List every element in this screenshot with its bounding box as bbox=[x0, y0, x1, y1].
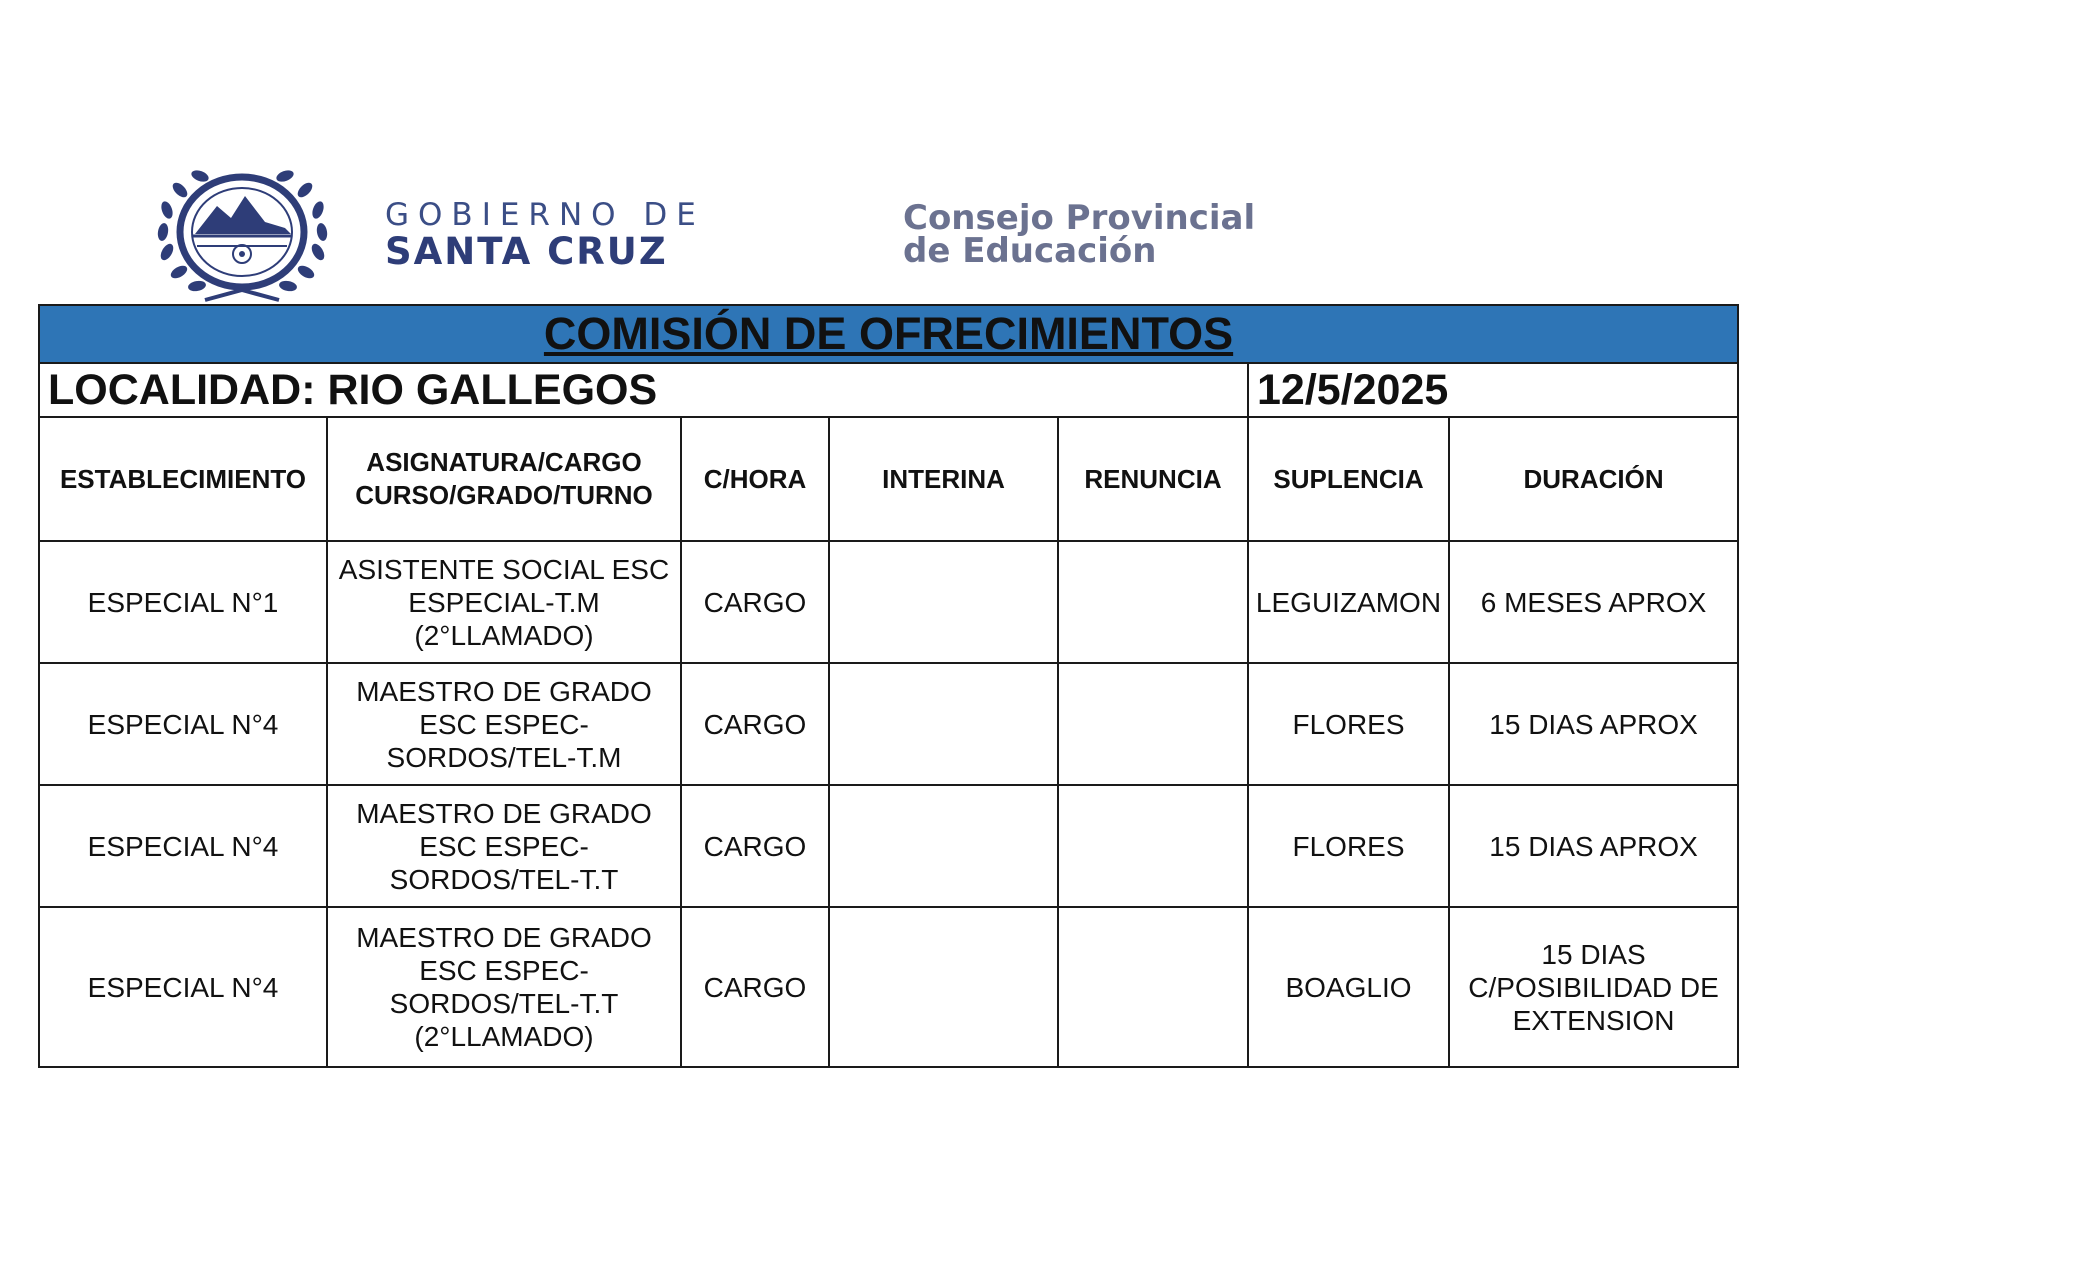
offer-date: 12/5/2025 bbox=[1248, 363, 1738, 417]
cell-interina bbox=[829, 907, 1058, 1067]
council-line2: de Educación bbox=[903, 231, 1157, 271]
col-header-renuncia: RENUNCIA bbox=[1058, 417, 1248, 541]
table-title: COMISIÓN DE OFRECIMIENTOS bbox=[39, 305, 1738, 363]
col-header-suplencia: SUPLENCIA bbox=[1248, 417, 1449, 541]
cell-duracion: 15 DIAS APROX bbox=[1449, 785, 1738, 907]
cell-establecimiento: ESPECIAL N°4 bbox=[39, 907, 327, 1067]
table-row bbox=[39, 785, 1738, 907]
col-header-duracion: DURACIÓN bbox=[1449, 417, 1738, 541]
government-line1: GOBIERNO DE bbox=[385, 197, 705, 233]
col-header-chora: C/HORA bbox=[681, 417, 829, 541]
provincial-seal-icon bbox=[145, 162, 340, 307]
cell-interina bbox=[829, 785, 1058, 907]
government-line2: SANTA CRUZ bbox=[385, 230, 668, 273]
locality-label: LOCALIDAD: RIO GALLEGOS bbox=[39, 363, 1248, 417]
cell-renuncia bbox=[1058, 785, 1248, 907]
government-wordmark bbox=[385, 198, 805, 272]
col-header-interina: INTERINA bbox=[829, 417, 1058, 541]
cell-chora: CARGO bbox=[681, 541, 829, 663]
cell-chora: CARGO bbox=[681, 785, 829, 907]
cell-suplencia: BOAGLIO bbox=[1248, 907, 1449, 1067]
cell-establecimiento: ESPECIAL N°1 bbox=[39, 541, 327, 663]
document-header bbox=[0, 0, 2100, 310]
cell-renuncia bbox=[1058, 663, 1248, 785]
cell-asignatura: ASISTENTE SOCIAL ESC ESPECIAL-T.M (2°LLAMADO) bbox=[327, 541, 681, 663]
col-header-establecimiento: ESTABLECIMIENTO bbox=[39, 417, 327, 541]
cell-interina bbox=[829, 541, 1058, 663]
cell-renuncia bbox=[1058, 907, 1248, 1067]
cell-asignatura: MAESTRO DE GRADO ESC ESPEC-SORDOS/TEL-T.T bbox=[327, 785, 681, 907]
council-wordmark bbox=[903, 198, 1363, 271]
cell-chora: CARGO bbox=[681, 907, 829, 1067]
cell-duracion: 15 DIAS C/POSIBILIDAD DE EXTENSION bbox=[1449, 907, 1738, 1067]
column-header-row bbox=[39, 417, 1738, 541]
cell-establecimiento: ESPECIAL N°4 bbox=[39, 785, 327, 907]
council-line1: Consejo Provincial bbox=[903, 198, 1256, 238]
table-row bbox=[39, 907, 1738, 1067]
table-row bbox=[39, 663, 1738, 785]
cell-duracion: 6 MESES APROX bbox=[1449, 541, 1738, 663]
cell-suplencia: FLORES bbox=[1248, 663, 1449, 785]
cell-renuncia bbox=[1058, 541, 1248, 663]
cell-asignatura: MAESTRO DE GRADO ESC ESPEC-SORDOS/TEL-T.T (2°LLAMADO) bbox=[327, 907, 681, 1067]
cell-chora: CARGO bbox=[681, 663, 829, 785]
table-row bbox=[39, 541, 1738, 663]
cell-asignatura: MAESTRO DE GRADO ESC ESPEC-SORDOS/TEL-T.M bbox=[327, 663, 681, 785]
cell-suplencia: LEGUIZAMON bbox=[1248, 541, 1449, 663]
col-header-asignatura: ASIGNATURA/CARGO CURSO/GRADO/TURNO bbox=[327, 417, 681, 541]
cell-duracion: 15 DIAS APROX bbox=[1449, 663, 1738, 785]
cell-establecimiento: ESPECIAL N°4 bbox=[39, 663, 327, 785]
offers-table bbox=[38, 304, 1739, 1068]
cell-interina bbox=[829, 663, 1058, 785]
cell-suplencia: FLORES bbox=[1248, 785, 1449, 907]
